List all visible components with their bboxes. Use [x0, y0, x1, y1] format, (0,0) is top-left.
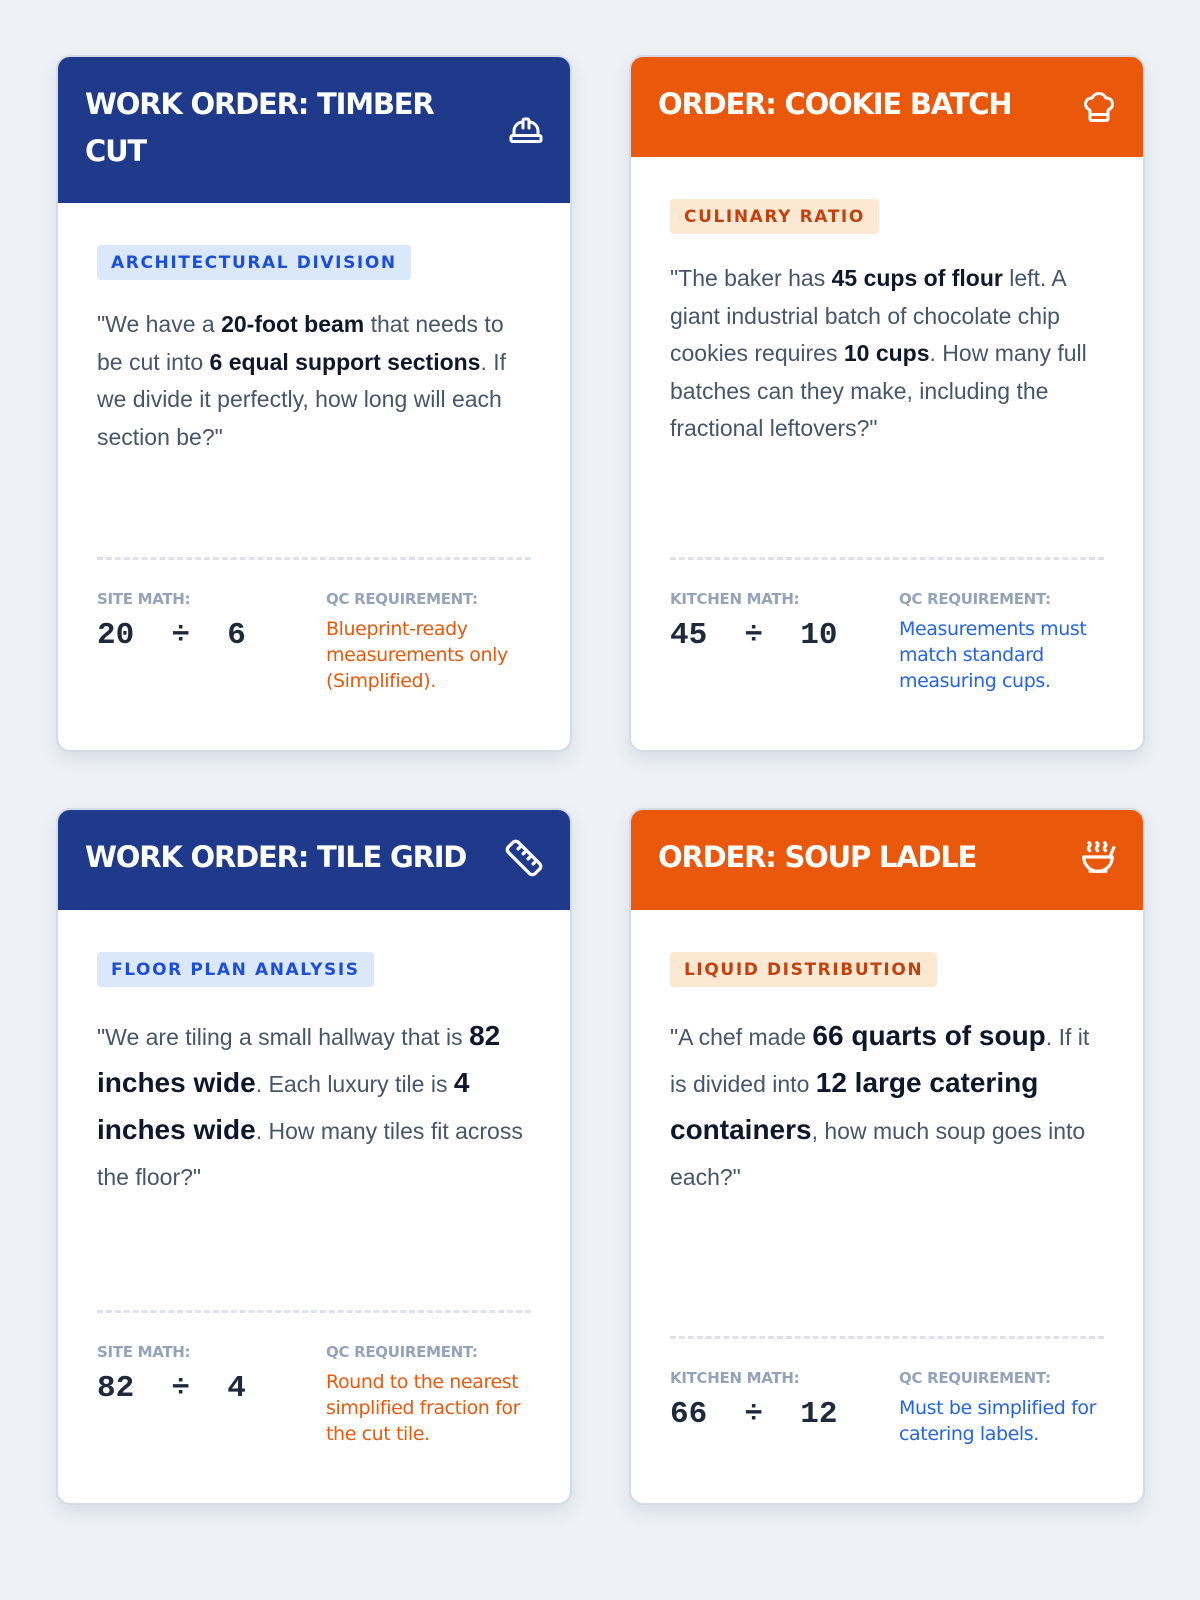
- card-footer: [670, 1336, 1104, 1447]
- category-badge: LIQUID DISTRIBUTION: [670, 952, 937, 987]
- qc-section: [899, 590, 1104, 694]
- math-section: [670, 590, 899, 694]
- category-badge: FLOOR PLAN ANALYSIS: [97, 952, 374, 987]
- problem-segment: "We are tiling a small hallway that is: [97, 1024, 470, 1050]
- card-title: WORK ORDER: TIMBER CUT: [85, 87, 434, 168]
- math-section: [97, 590, 326, 694]
- qc-requirement-text: Blueprint-ready measurements only (Simplified).: [326, 618, 508, 692]
- math-expression: 66 ÷ 12: [670, 1397, 838, 1432]
- problem-text: [97, 1013, 531, 1200]
- problem-segment: . If we divide it perfectly, how long will each section be?": [97, 348, 507, 450]
- hard-hat-icon: [508, 113, 544, 149]
- qc-section: [326, 590, 531, 694]
- work-order-grid: [56, 55, 1145, 1505]
- qc-requirement-text: Round to the nearest simplified fraction for the cut tile.: [326, 1371, 521, 1445]
- problem-segment: . If it is divided into: [670, 1024, 1090, 1097]
- card-title: WORK ORDER: TILE GRID: [85, 840, 467, 874]
- problem-segment: . How many tiles fit across the floor?": [97, 1118, 523, 1190]
- category-badge: CULINARY RATIO: [670, 199, 879, 234]
- card-header: [58, 810, 570, 910]
- work-order-card-cookie-batch: [629, 55, 1145, 752]
- math-expression: 20 ÷ 6: [97, 618, 246, 653]
- problem-highlight: 45 cups of flour: [831, 265, 1003, 291]
- qc-requirement-text: Measurements must match standard measuring cups.: [899, 618, 1087, 692]
- qc-label: QC REQUIREMENT:: [899, 590, 1051, 608]
- math-label: KITCHEN MATH:: [670, 590, 800, 608]
- problem-highlight: 20-foot beam: [221, 311, 365, 337]
- problem-highlight: 12 large catering containers: [670, 1067, 1039, 1145]
- card-title: ORDER: SOUP LADLE: [658, 840, 977, 874]
- problem-segment: . How many full batches can they make, including the fractional leftovers?": [670, 340, 1087, 441]
- qc-label: QC REQUIREMENT:: [899, 1369, 1051, 1387]
- math-expression: 45 ÷ 10: [670, 618, 838, 653]
- problem-highlight: 82 inches wide: [97, 1020, 501, 1098]
- problem-highlight: 4 inches wide: [97, 1067, 470, 1145]
- qc-section: [899, 1369, 1104, 1447]
- card-footer: [670, 557, 1104, 694]
- card-header: [58, 57, 570, 203]
- math-label: SITE MATH:: [97, 590, 191, 608]
- work-order-card-timber-cut: [56, 55, 572, 752]
- card-header: [631, 810, 1143, 910]
- problem-segment: left. A giant industrial batch of chocolate chip cookies requires: [670, 265, 1066, 366]
- math-expression: 82 ÷ 4: [97, 1371, 246, 1406]
- qc-label: QC REQUIREMENT:: [326, 590, 478, 608]
- problem-text: [670, 260, 1104, 448]
- math-label: SITE MATH:: [97, 1343, 191, 1361]
- soup-bowl-icon: [1079, 838, 1117, 876]
- problem-highlight: 66 quarts of soup: [812, 1020, 1046, 1051]
- qc-requirement-text: Must be simplified for catering labels.: [899, 1397, 1096, 1445]
- card-footer: [97, 557, 531, 694]
- ruler-icon: [504, 838, 544, 878]
- card-body: [631, 910, 1143, 1200]
- card-body: [58, 203, 570, 456]
- problem-highlight: 10 cups: [843, 340, 930, 366]
- math-section: [97, 1343, 326, 1447]
- problem-highlight: 6 equal support sections: [209, 348, 481, 375]
- card-header: [631, 57, 1143, 157]
- card-title: ORDER: COOKIE BATCH: [658, 87, 1012, 121]
- problem-segment: . Each luxury tile is: [255, 1071, 454, 1097]
- card-body: [58, 910, 570, 1200]
- problem-text: [97, 306, 531, 456]
- qc-label: QC REQUIREMENT:: [326, 1343, 478, 1361]
- math-label: KITCHEN MATH:: [670, 1369, 800, 1387]
- card-body: [631, 157, 1143, 448]
- work-order-card-tile-grid: [56, 808, 572, 1505]
- problem-text: [670, 1013, 1104, 1200]
- math-section: [670, 1369, 899, 1447]
- category-badge: ARCHITECTURAL DIVISION: [97, 245, 411, 280]
- problem-segment: "We have a: [97, 311, 222, 337]
- problem-segment: "A chef made: [670, 1024, 813, 1050]
- chef-hat-icon: [1081, 89, 1117, 125]
- problem-segment: that needs to be cut into: [97, 311, 504, 375]
- problem-segment: , how much soup goes into each?": [670, 1118, 1086, 1190]
- card-footer: [97, 1310, 531, 1447]
- work-order-card-soup-ladle: [629, 808, 1145, 1505]
- problem-segment: "The baker has: [670, 265, 832, 291]
- qc-section: [326, 1343, 531, 1447]
